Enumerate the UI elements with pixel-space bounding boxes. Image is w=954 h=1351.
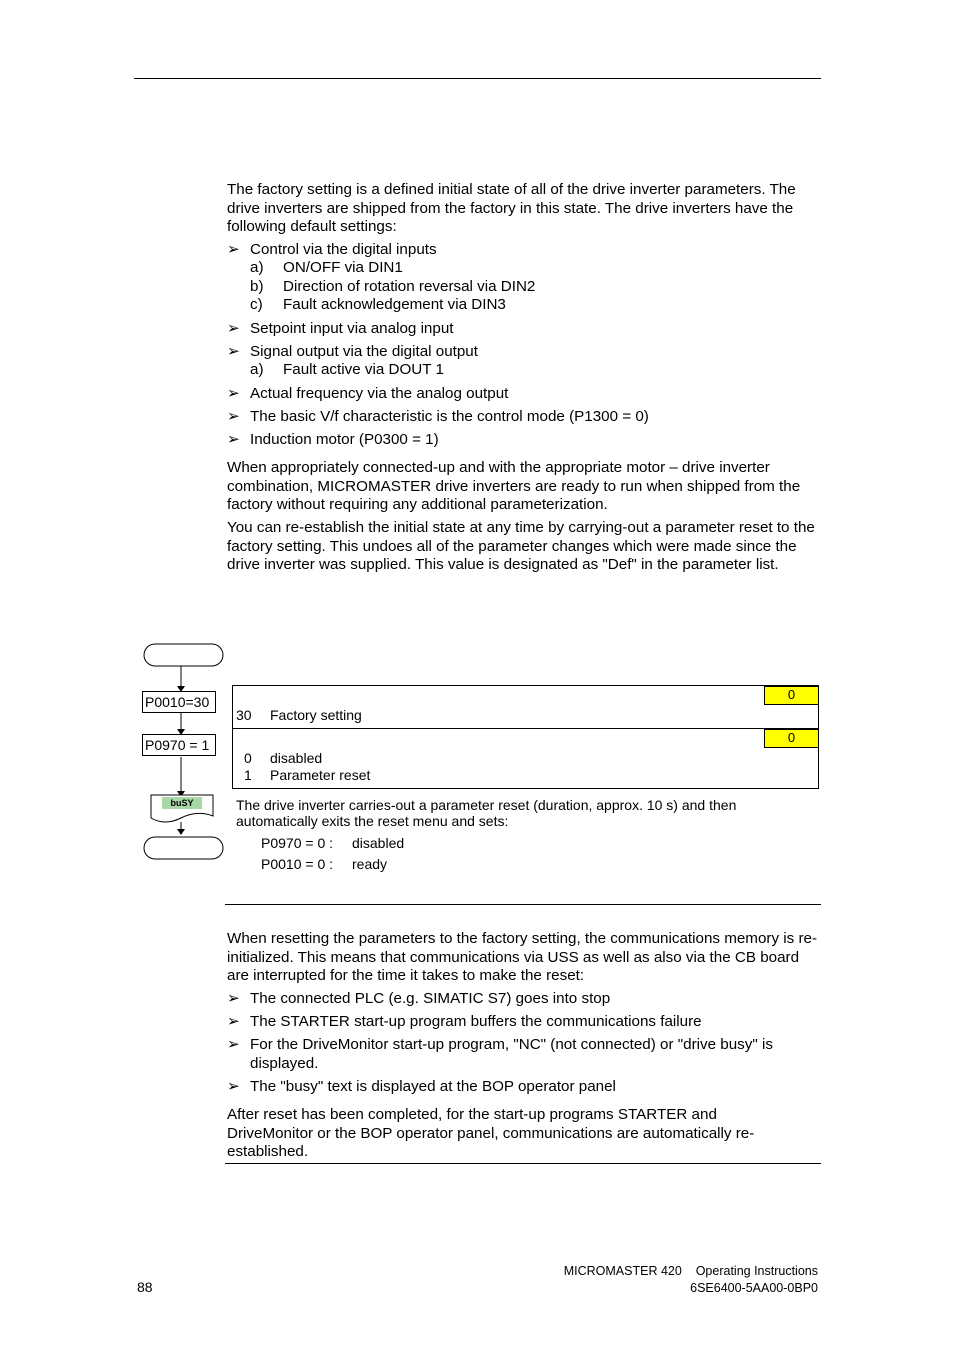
flow-step-p0010: P0010=30 (142, 691, 216, 713)
p0010-desc: Factory setting (270, 707, 362, 723)
p0970-default-value: 0 (764, 729, 819, 748)
end-terminator (144, 837, 223, 859)
p0970-value: 1 (244, 767, 252, 783)
arrow-bullet-icon: ➢ (227, 431, 240, 448)
param-table-divider (232, 728, 818, 729)
arrow-bullet-icon: ➢ (227, 385, 240, 402)
header-rule (134, 78, 821, 79)
reset-note-value: ready (352, 856, 388, 872)
arrow-bullet-icon: ➢ (227, 320, 240, 337)
intro-paragraph-3: You can re-establish the initial state at any time by carrying-out a parameter reset to the factory setting. This undoes all of the parameter changes which were made since the drive inverter was supplied. This value is designated as "Def" in the parameter list. (227, 519, 815, 573)
p0010-default-value: 0 (764, 686, 819, 705)
busy-display-label: buSY (170, 798, 194, 808)
section-rule (225, 904, 821, 905)
start-terminator (144, 644, 223, 666)
reset-note-param: P0010 = 0 : (261, 856, 334, 872)
reset-note-value: disabled (352, 835, 405, 851)
arrow-down-icon (177, 829, 185, 835)
p0970-value: 0 (244, 750, 252, 766)
reset-note: The drive inverter carries-out a parameter reset (duration, approx. 10 s) and then automatically exits the reset menu and sets: (236, 797, 737, 829)
reset-note-param: P0970 = 0 : (261, 835, 334, 851)
footer-order-number: 6SE6400-5AA00-0BP0 (690, 1281, 818, 1295)
arrow-bullet-icon: ➢ (227, 1078, 240, 1095)
section-end-rule (225, 1163, 821, 1164)
intro-paragraph: The factory setting is a defined initial state of all of the drive inverter parameters. The drive inverters are shipped from the factory in this state. The drive inverters have the following default settings: (227, 181, 796, 235)
arrow-bullet-icon: ➢ (227, 1036, 240, 1053)
p0970-desc: Parameter reset (270, 767, 371, 783)
p0010-value: 30 (236, 707, 252, 723)
arrow-bullet-icon: ➢ (227, 241, 240, 258)
comm-paragraph-2: After reset has been completed, for the start-up programs STARTER and DriveMonitor or the BOP operator panel, communications are automatically re-established. (227, 1106, 755, 1160)
p0970-desc: disabled (270, 750, 323, 766)
arrow-bullet-icon: ➢ (227, 408, 240, 425)
arrow-bullet-icon: ➢ (227, 343, 240, 360)
flow-step-p0970: P0970 = 1 (142, 734, 216, 756)
page-number: 88 (137, 1279, 153, 1295)
arrow-bullet-icon: ➢ (227, 1013, 240, 1030)
footer-product: MICROMASTER 420 Operating Instructions (563, 1264, 818, 1278)
comm-paragraph: When resetting the parameters to the factory setting, the communications memory is re-initialized. This means that communications via USS as well as also via the CB board are interrupted for the time it takes to make the reset: (227, 930, 818, 984)
arrow-bullet-icon: ➢ (227, 990, 240, 1007)
intro-paragraph-2: When appropriately connected-up and with the appropriate motor – drive inverter combination, MICROMASTER drive inverters are ready to run when shipped from the factory without requiring any additional parameterization. (227, 459, 801, 513)
